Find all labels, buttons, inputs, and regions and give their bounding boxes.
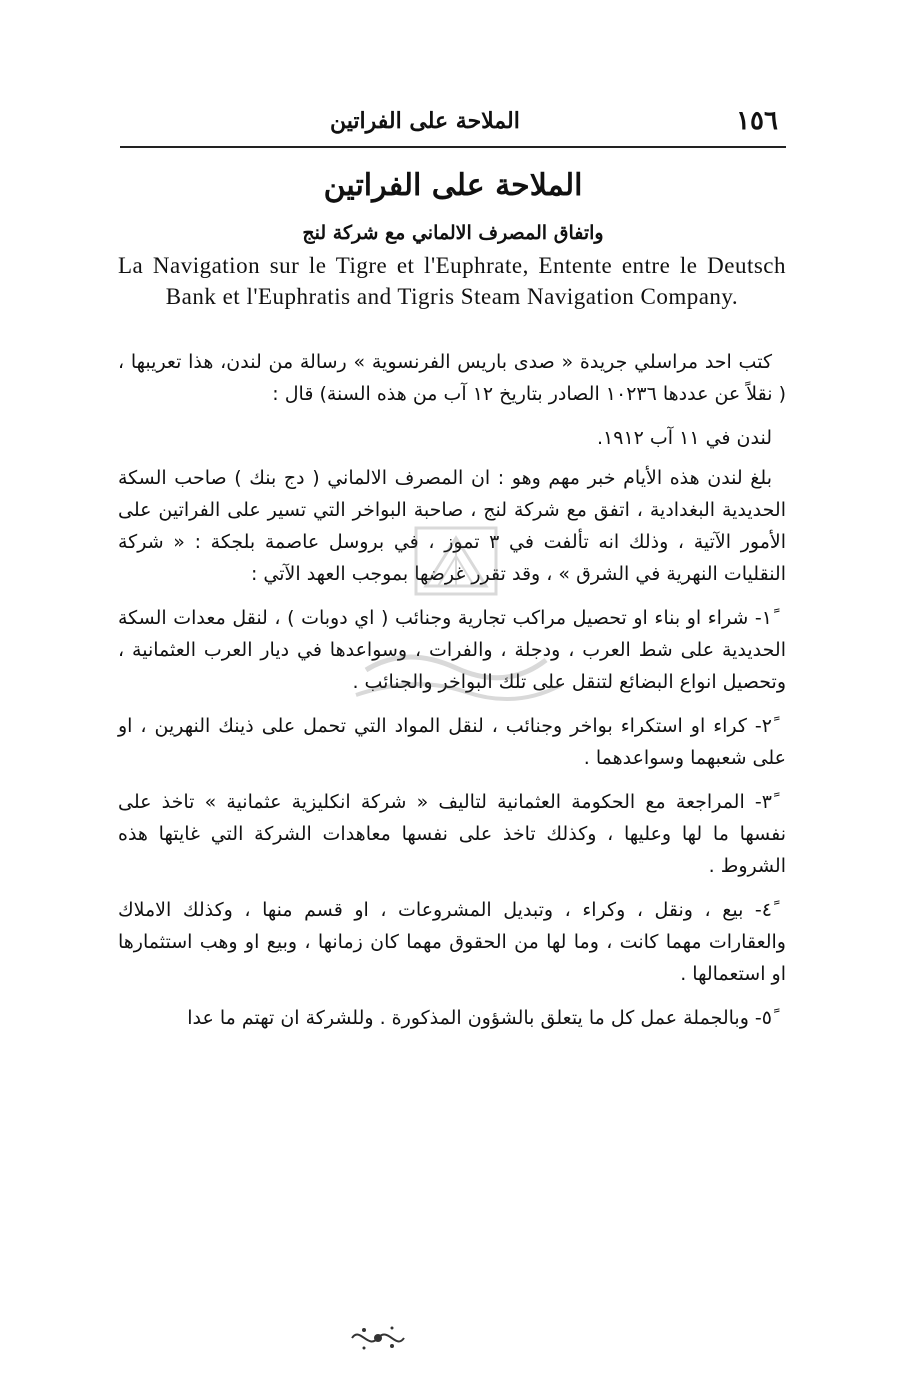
running-header <box>120 102 786 142</box>
dateline: لندن في ١١ آب ١٩١٢. <box>597 427 772 449</box>
printer-ornament-icon <box>346 1318 410 1358</box>
list-item-1: ١ً- شراء او بناء او تحصيل مراكب تجارية وجنائب ( اي دوبات ) ، لنقل معدات السكة الحديدية على شط العرب ، ودجلة ، والفرات ، وسواعدها في ديار العرب العثمانية ، وتحصيل انواع البضائع لتنقل على تلك البواخر والجنائب . <box>118 607 786 693</box>
page-number: ١٥٦ <box>736 106 778 136</box>
intro-paragraph: كتب احد مراسلي جريدة « صدى باريس الفرنسوية » رسالة من لندن، هذا تعريبها ، ( نقلاً عن عددها ١٠٢٣٦ الصادر بتاريخ ١٢ آب من هذه السنة) قال : <box>118 351 786 405</box>
list-item-2: ٢ً- كراء او استكراء بواخر وجنائب ، لنقل المواد التي تحمل على ذينك النهرين ، او على شعبهما وسواعدهما . <box>118 715 786 769</box>
list-item-3: ٣ً- المراجعة مع الحكومة العثمانية لتاليف « شركة انكليزية عثمانية » تاخذ على نفسها ما لها وعليها ، وكذلك تاخذ على نفسها معاهدات الشركة التي غايتها هذه الشروط . <box>118 791 786 877</box>
list-item-5: ٥ً- وبالجملة عمل كل ما يتعلق بالشؤون المذكورة . وللشركة ان تهتم ما عدا <box>187 1007 772 1029</box>
list-item-4: ٤ً- بيع ، ونقل ، وكراء ، وتبديل المشروعات ، او قسم منها ، وكذلك الاملاك والعقارات مهما كانت ، وما لها من الحقوق مهما كان زمانها ، وبيع او وهب استثمارها او استعمالها . <box>118 899 786 985</box>
running-title: الملاحة على الفراتين <box>330 108 520 134</box>
news-paragraph: بلغ لندن هذه الأيام خبر مهم وهو : ان المصرف الالماني ( دج بنك ) صاحب السكة الحديدية البغدادية ، اتفق مع شركة لنج ، صاحبة البواخر التي تسير على الفراتين على الأمور الآتية ، وذلك انه تألفت في ٣ تموز ، في بروسل عاصمة بلجكة : « شركة النقليات النهرية في الشرق » ، وقد تقرر غرضها بموجب العهد الآتي : <box>118 467 786 585</box>
article-title: الملاحة على الفراتين <box>323 168 583 203</box>
article-body <box>118 346 786 1046</box>
article-subtitle: واتفاق المصرف الالماني مع شركة لنج <box>302 222 604 244</box>
french-title: La Navigation sur le Tigre et l'Euphrate, Entente entre le Deutsch Bank et l'Euphratis and Tigris Steam Navigation Company. <box>118 253 786 309</box>
header-rule <box>120 146 786 148</box>
